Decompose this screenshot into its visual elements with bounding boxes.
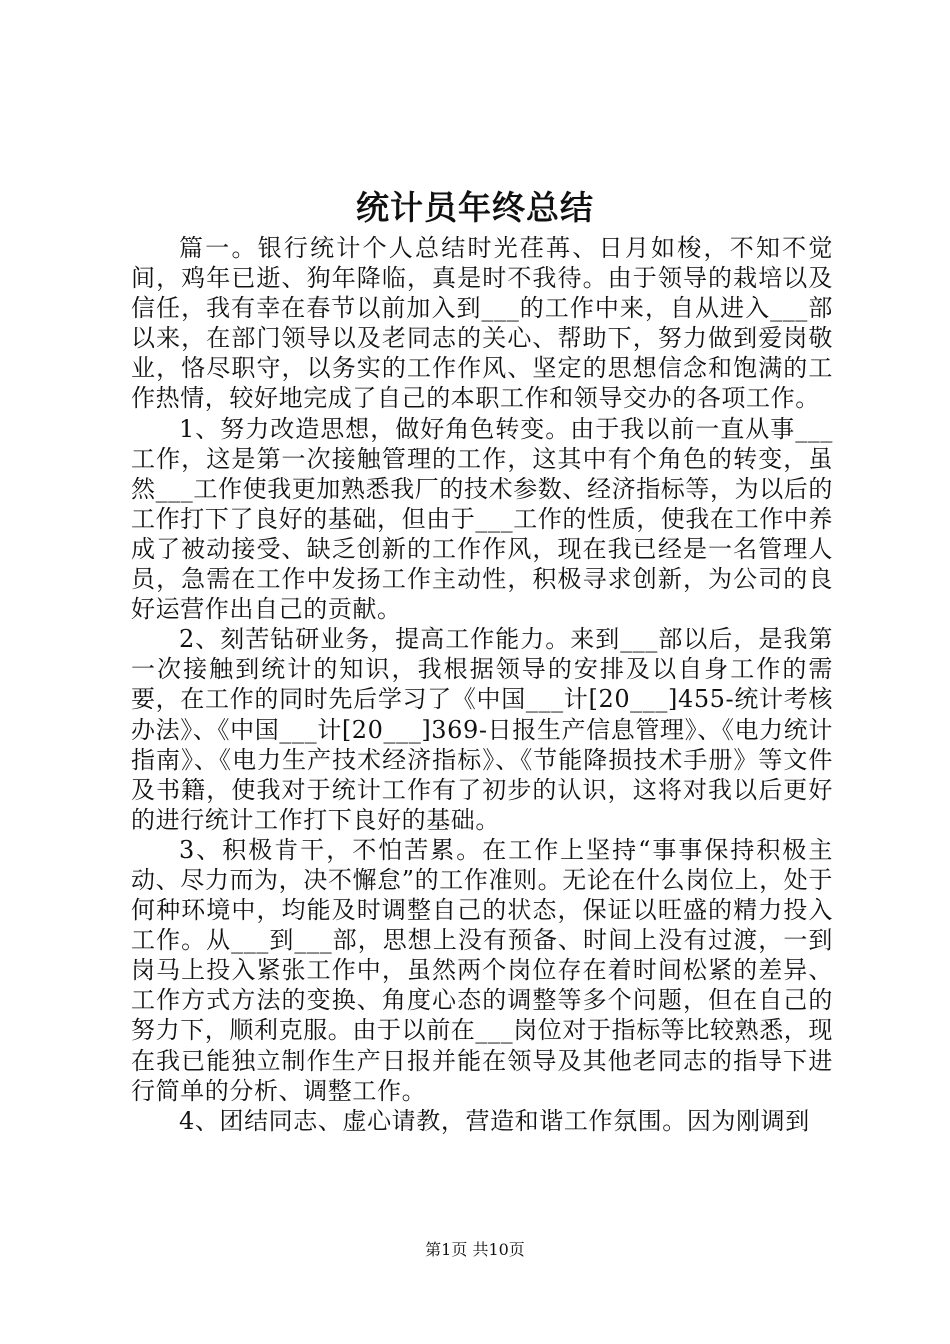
- paragraph-1: 1、努力改造思想，做好角色转变。由于我以前一直从事___工作，这是第一次接触管理的工作，这其中有个角色的转变，虽然___工作使我更加熟悉我厂的技术参数、经济指标等，为以后的工作打下了良好的基础，但由于___工作的性质，使我在工作中养成了被动接受、缺乏创新的工作作风，现在我已经是一名管理人员，急需在工作中发扬工作主动性，积极寻求创新，为公司的良好运营作出自己的贡献。: [131, 414, 833, 624]
- page-number-footer: 第1页 共10页: [425, 1240, 525, 1259]
- document-body: [131, 233, 833, 1136]
- paragraph-2: 2、刻苦钻研业务，提高工作能力。来到___部以后，是我第一次接触到统计的知识，我根据领导的安排及以自身工作的需要，在工作的同时先后学习了《中国___计[20___]455-统计考核办法》、《中国___计[20___]369-日报生产信息管理》、《电力统计指南》、《电力生产技术经济指标》、《节能降损技术手册》等文件及书籍，使我对于统计工作有了初步的认识，这将对我以后更好的进行统计工作打下良好的基础。: [131, 625, 833, 834]
- paragraph-3: 3、积极肯干，不怕苦累。在工作上坚持“事事保持积极主动、尽力而为，决不懈怠”的工作准则。无论在什么岗位上，处于何种环境中，均能及时调整自己的状态，保证以旺盛的精力投入工作。从___到___部，思想上没有预备、时间上没有过渡，一到岗马上投入紧张工作中，虽然两个岗位存在着时间松紧的差异、工作方式方法的变换、角度心态的调整等多个问题，但在自己的努力下，顺利克服。由于以前在___岗位对于指标等比较熟悉，现在我已能独立制作生产日报并能在领导及其他老同志的指导下进行简单的分析、调整工作。: [131, 835, 833, 1105]
- paragraph-intro: 篇一。银行统计个人总结时光荏苒、日月如梭，不知不觉间，鸡年已逝、狗年降临，真是时不我待。由于领导的栽培以及信任，我有幸在春节以前加入到___的工作中来，自从进入___部以来，在部门领导以及老同志的关心、帮助下，努力做到爱岗敬业，恪尽职守，以务实的工作作风、坚定的思想信念和饱满的工作热情，较好地完成了自己的本职工作和领导交办的各项工作。: [131, 234, 833, 413]
- paragraph-4: 4、团结同志、虚心请教，营造和谐工作氛围。因为刚调到: [179, 1106, 810, 1135]
- document-title: 统计员年终总结: [356, 188, 594, 227]
